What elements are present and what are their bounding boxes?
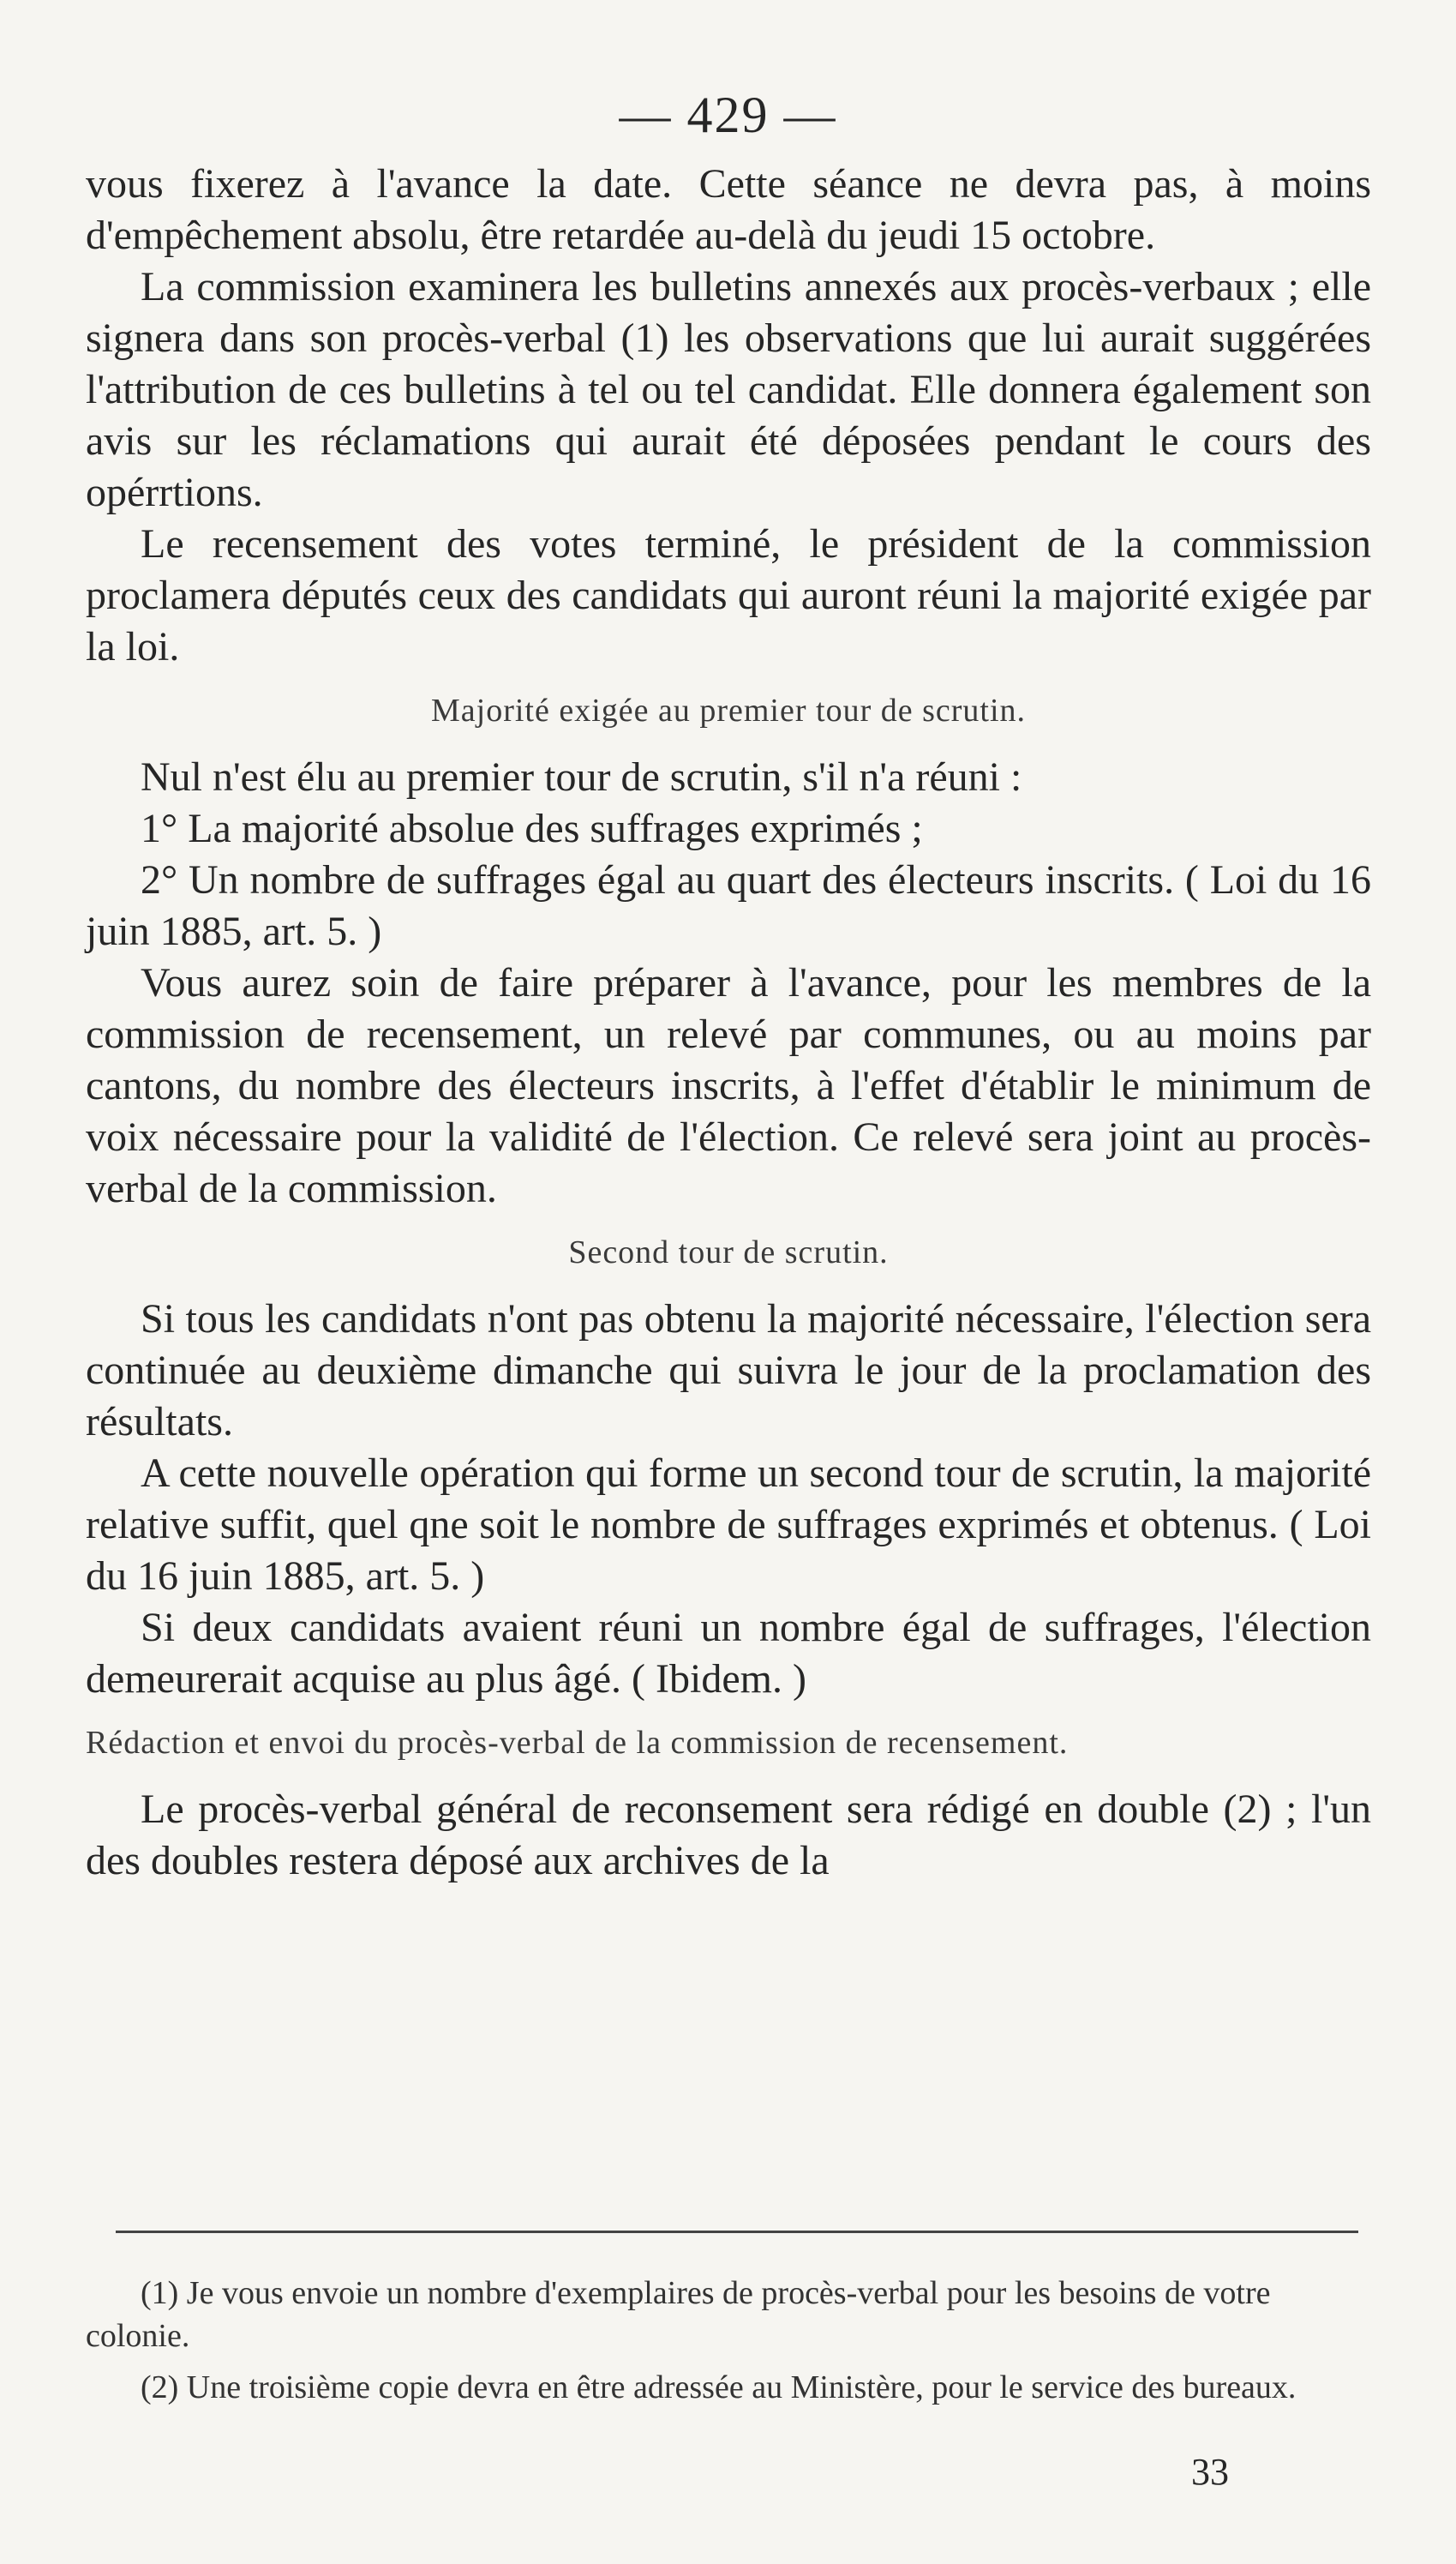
paragraph-5: 1° La majorité absolue des suffrages exprimés ;: [141, 806, 923, 851]
footnote-1: (1) Je vous envoie un nombre d'exemplaires de procès-verbal pour les besoins de votre colonie.: [86, 2275, 1271, 2354]
paragraph-6: 2° Un nombre de suffrages égal au quart des électeurs inscrits. ( Loi du 16 juin 1885, art. 5. ): [86, 857, 1371, 954]
subheading-redaction: Rédaction et envoi du procès-verbal de la commission de recensement.: [86, 1725, 1069, 1761]
paragraph-11: Le procès-verbal général de reconsement sera rédigé en double (2) ; l'un des doubles restera déposé aux archives de la: [86, 1786, 1371, 1883]
paragraph-7: Vous aurez soin de faire préparer à l'avance, pour les membres de la commission de recensement, un relevé par communes, ou au moins par cantons, du nombre des électeurs inscrits, à l'effet d'établir le minimum de voix nécessaire pour la validité de l'élection. Ce relevé sera joint au procès-verbal de la commission.: [86, 960, 1371, 1211]
paragraph-1: vous fixerez à l'avance la date. Cette séance ne devra pas, à moins d'empêchement absolu, être retardée au-delà du jeudi 15 octobre.: [86, 161, 1371, 258]
paragraph-8: Si tous les candidats n'ont pas obtenu la majorité nécessaire, l'élection sera continuée au deuxième dimanche qui suivra le jour de la proclamation des résultats.: [86, 1296, 1371, 1444]
paragraph-2: La commission examinera les bulletins annexés aux procès-verbaux ; elle signera dans son procès-verbal (1) les observations que lui aurait suggérées l'attribution de ces bulletins à tel ou tel candidat. Elle donnera également son avis sur les réclamations qui aurait été déposées pendant le cours des opérrtions.: [86, 264, 1371, 515]
subheading-second-round: Second tour de scrutin.: [568, 1234, 889, 1270]
footnotes: [86, 2272, 1371, 2417]
footnote-divider: [116, 2231, 1358, 2233]
footnote-2: (2) Une troisième copie devra en être adressée au Ministère, pour le service des bureaux.: [141, 2369, 1297, 2405]
paragraph-10: Si deux candidats avaient réuni un nombre égal de suffrages, l'élection demeurerait acquise au plus âgé. ( Ibidem. ): [86, 1605, 1371, 1702]
signature-mark: 33: [1191, 2451, 1229, 2493]
paragraph-3: Le recensement des votes terminé, le président de la commission proclamera députés ceux des candidats qui auront réuni la majorité exigée par la loi.: [86, 521, 1371, 670]
paragraph-4: Nul n'est élu au premier tour de scrutin, s'il n'a réuni :: [141, 754, 1022, 800]
page-number: — 429 —: [619, 87, 837, 143]
main-text: [86, 159, 1371, 1887]
paragraph-9: A cette nouvelle opération qui forme un second tour de scrutin, la majorité relative suffit, quel qne soit le nombre de suffrages exprimés et obtenus. ( Loi du 16 juin 1885, art. 5. ): [86, 1450, 1371, 1599]
subheading-first-round: Majorité exigée au premier tour de scrutin.: [430, 693, 1027, 729]
